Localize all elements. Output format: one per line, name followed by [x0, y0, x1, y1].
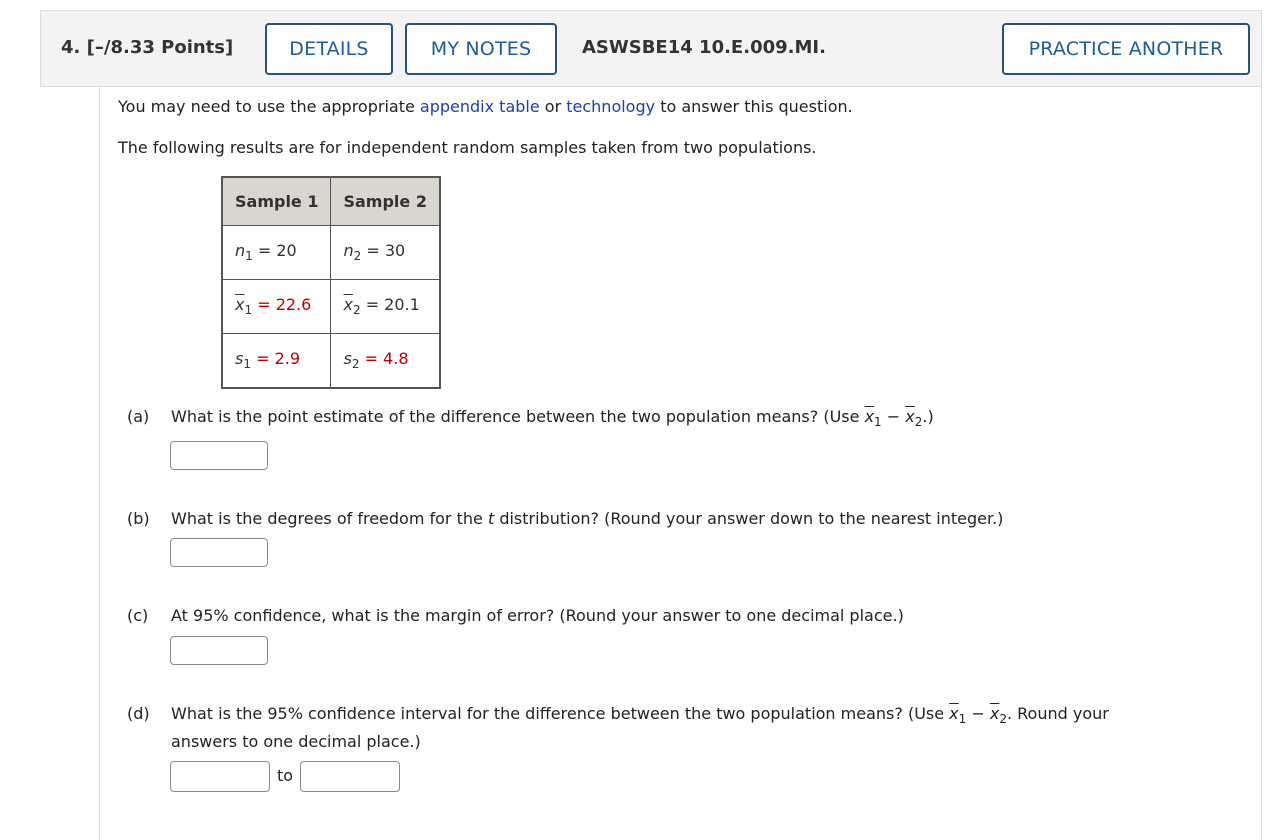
part-d-label: (d): [127, 704, 150, 723]
question-header: [40, 10, 1262, 87]
x2-subscript: 2: [352, 303, 361, 318]
part-d-to-label: to: [277, 766, 294, 785]
part-d-sub2: 2: [999, 712, 1007, 727]
question-number: 4.: [61, 37, 81, 58]
part-d-minus: −: [971, 704, 985, 723]
practice-another-button[interactable]: PRACTICE ANOTHER: [1002, 23, 1250, 75]
cell-x1: [222, 280, 331, 334]
samples-table: [221, 176, 441, 389]
n2-symbol: n: [343, 241, 354, 261]
question-body: [99, 87, 1262, 840]
n2-value: = 30: [366, 241, 406, 261]
cell-n1: [222, 226, 331, 280]
intro-middle: or: [544, 97, 562, 116]
cell-n2: [331, 226, 440, 280]
part-a-text: What is the point estimate of the difference between the two population means? (Use: [171, 407, 860, 426]
x1-subscript: 1: [244, 303, 253, 318]
n2-subscript: 2: [353, 249, 362, 264]
s2-value: = 4.8: [364, 349, 409, 369]
part-d-question-line2: answers to one decimal place.): [171, 732, 421, 751]
header-sample-1: Sample 1: [222, 177, 331, 226]
x1-value: = 22.6: [257, 295, 312, 315]
part-b-answer-input[interactable]: [170, 538, 268, 567]
part-d-text: What is the 95% confidence interval for the difference between the two population means? (Use: [171, 704, 945, 723]
question-number-points: [61, 37, 233, 58]
part-d-x2: $\overline{x}$: [989, 704, 1000, 723]
x2-bar-symbol: $\overline{x}$: [343, 295, 353, 315]
part-d-end: . Round your: [1006, 704, 1109, 723]
part-b-label: (b): [127, 509, 150, 528]
part-b-t-symbol: t: [487, 509, 495, 528]
part-d-lower-input[interactable]: [170, 761, 270, 792]
details-button[interactable]: DETAILS: [265, 23, 393, 75]
part-c-question: At 95% confidence, what is the margin of error? (Round your answer to one decimal place.): [171, 606, 904, 625]
part-a-x1: $\overline{x}$: [864, 407, 875, 426]
part-a-minus: −: [886, 407, 901, 426]
intro-prefix: You may need to use the appropriate: [118, 97, 415, 116]
part-a-x2: $\overline{x}$: [905, 407, 915, 426]
part-d-question: [171, 704, 1109, 726]
s1-subscript: 1: [243, 357, 251, 372]
part-d-upper-input[interactable]: [300, 761, 400, 792]
problem-statement: The following results are for independent random samples taken from two populations.: [118, 138, 817, 157]
problem-code: ASWSBE14 10.E.009.MI.: [582, 37, 826, 58]
x1-bar-symbol: $\overline{x}$: [235, 295, 245, 315]
part-b-text-before: What is the degrees of freedom for the: [171, 509, 483, 528]
cell-s1: [222, 334, 331, 389]
part-b-question: [171, 509, 1003, 528]
my-notes-button[interactable]: MY NOTES: [405, 23, 557, 75]
part-a-sub1: 1: [874, 415, 882, 430]
header-sample-2: Sample 2: [331, 177, 440, 226]
s1-symbol: s: [235, 349, 244, 369]
part-a-end: .): [922, 407, 934, 426]
cell-s2: [331, 334, 440, 389]
part-c-label: (c): [127, 606, 149, 625]
x2-value: = 20.1: [365, 295, 420, 315]
intro-suffix: to answer this question.: [660, 97, 853, 116]
technology-link[interactable]: technology: [566, 97, 656, 116]
cell-x2: [331, 280, 440, 334]
part-c-answer-input[interactable]: [170, 636, 268, 665]
part-a-answer-input[interactable]: [170, 441, 268, 470]
n1-value: = 20: [257, 241, 297, 261]
s2-subscript: 2: [351, 357, 360, 372]
part-d-x1: $\overline{x}$: [949, 704, 959, 723]
part-a-label: (a): [127, 407, 150, 426]
part-b-text-after: distribution? (Round your answer down to the nearest integer.): [499, 509, 1004, 528]
part-a-sub2: 2: [914, 415, 923, 430]
n1-subscript: 1: [245, 249, 253, 264]
n1-symbol: n: [235, 241, 246, 261]
points: [–/8.33 Points]: [86, 37, 234, 58]
s1-value: = 2.9: [256, 349, 301, 369]
appendix-table-link[interactable]: appendix table: [419, 97, 540, 116]
intro-text: [118, 97, 853, 116]
part-d-sub1: 1: [958, 712, 967, 727]
part-a-question: [171, 407, 934, 429]
s2-symbol: s: [343, 349, 352, 369]
